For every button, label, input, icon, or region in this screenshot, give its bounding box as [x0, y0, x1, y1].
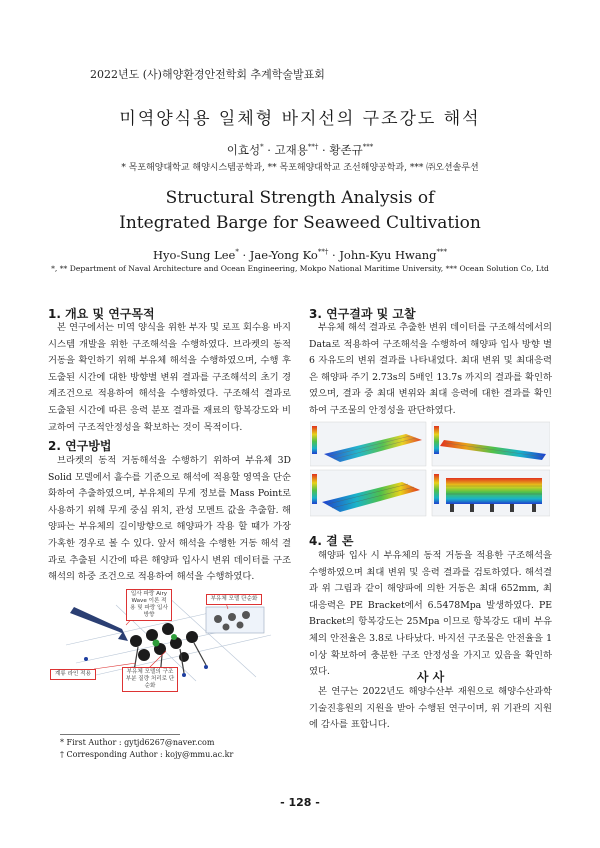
author-en-1: Hyo-Sung Lee — [153, 248, 236, 262]
footnote-first-author — [60, 738, 214, 747]
section-4-title: 4. 결 론 — [309, 534, 354, 548]
page-number: - 128 - — [280, 796, 320, 809]
author-3-mark: *** — [362, 143, 374, 152]
footnote-first-author-text: First Author : gytjd6267@naver.com — [66, 738, 215, 747]
section-4-body: 해양파 입사 시 부유체의 동적 거동을 적용한 구조해석을 수행하였으며 최대 변위 및 응력 결과를 검토하였다. 해석결과 위 그림과 같이 해양파에 의한 거동은 최대 652mm, 최대응력은 PE Bracket에서 6.5478Mpa 발생하였다. PE Bracket의 항복강도는 25Mpa 이므로 항복강도 대비 부유체의 안전율은 3.8로 나타났다. 바지선 구조물은 안전율을 1이상 확보하여 충분한 구조 안정성을 가지고 있음을 확인하였다. — [309, 550, 552, 678]
acknowledgement-title: 사 사 — [416, 670, 445, 684]
author-en-sep-2: · — [328, 248, 340, 262]
callout-model-simplification: 부유체 모델 단순화 — [206, 594, 262, 605]
structural-analysis-result-figure — [310, 420, 550, 518]
affiliations-korean: * 목포해양대학교 해양시스템공학과, ** 목포해양대학교 조선해양공학과, *** ㈜오션솔루션 — [121, 163, 479, 173]
section-1-title: 1. 개요 및 연구목적 — [48, 307, 155, 321]
section-2-title: 2. 연구방법 — [48, 439, 112, 453]
title-korean: 미역양식용 일체형 바지선의 구조강도 해석 — [119, 109, 481, 129]
section-3-body: 부유체 해석 결과로 추출한 변위 데이터를 구조해석에서의 Data로 적용하여 구조해석을 수행하여 해양파 입사 방향 별 6 자유도의 변위 결과를 나타내었다. 최대 변위 및 최대응력은 해양파 주기 2.73s의 5배인 13.7s 까지의 결과를 확인하였으며, 결과 중 최대 변위와 최대 응력에 대한 결과를 확인하여 구조물의 안정성을 판단하였다. — [309, 322, 552, 416]
author-2: 고재용 — [274, 143, 308, 157]
author-en-1-mark: * — [235, 248, 239, 257]
footnote-corresponding-author-text: Corresponding Author : kojy@mmu.ac.kr — [66, 750, 234, 759]
author-sep-1: · — [263, 143, 275, 157]
author-2-mark: **† — [307, 143, 319, 152]
title-english-line-1: Structural Strength Analysis of — [165, 188, 435, 208]
acknowledgement-body: 본 연구는 2022년도 해양수산부 재원으로 해양수산과학기술진흥원의 지원을 받아 수행된 연구이며, 위 기관의 지원에 감사를 표합니다. — [309, 686, 552, 731]
section-2-body: 브라켓의 동적 거동해석을 수행하기 위하여 부유체 3D Solid 모델에서 흘수를 기준으로 해석에 적용할 영역을 단순화하여 추출하였으며, 부유체의 무게 정보를 Mass Point로 사용하기 위해 무게 중심 위치, 관성 모멘트 값을 추출함. 해양파는 부유체의 길이방향으로 해양파가 작용 할 때가 가장 가혹한 경우로 볼 수 있다. 앞서 해석을 수행한 거동 해석 결과로 추출된 시간에 따른 해양파 입사시 변위 데이터를 구조해석의 하중 조건으로 적용하여 해석을 수행하였다. — [48, 455, 291, 583]
section-1-body: 본 연구에서는 미역 양식을 위한 부자 및 로프 회수용 바지시스템 개발을 위한 구조해석을 수행하였다. 브라켓의 동적 거동을 확인하기 위해 부유체 해석을 수행하였으며, 수행 후 도출된 시간에 대한 방향별 변위 결과를 구조해석의 초기 경계조건으로 적용하여 해석을 수행하였다. 구조해석 결과로 도출된 시간에 따른 응력 분포 결과를 재료의 항복강도와 비교하여 구조적안정성을 확보하는 것이 목적이다. — [48, 322, 291, 433]
author-sep-2: · — [318, 143, 330, 157]
footnote-corresponding-author — [60, 750, 233, 759]
callout-wave-incidence: 입사 파랑 Airy Wave 이론 적용 및 파랑 입사 방향 — [126, 589, 172, 621]
footnote-divider — [60, 734, 180, 735]
callout-mass-simplification: 부유체 모델의 구조부분 질량 처리로 단순화 — [122, 667, 178, 692]
title-english — [0, 186, 600, 236]
footnote-corresponding-author-mark: † — [60, 750, 64, 759]
author-en-3-mark: *** — [436, 248, 447, 257]
callout-mooring-line: 계류 라인 적용 — [50, 669, 96, 680]
floating-model-figure — [55, 585, 281, 689]
authors-korean — [0, 142, 600, 158]
author-3: 황존규 — [329, 143, 363, 157]
author-1: 이효성 — [226, 143, 261, 157]
author-en-3: John-Kyu Hwang — [339, 248, 437, 262]
section-3-title: 3. 연구결과 및 고찰 — [309, 307, 416, 321]
fea-contour-panels — [310, 420, 550, 518]
authors-english — [0, 248, 600, 262]
conference-header: 2022년도 (사)해양환경안전학회 추계학술발표회 — [90, 68, 325, 81]
title-english-line-2: Integrated Barge for Seaweed Cultivation — [119, 213, 481, 233]
affiliations-english: *, ** Department of Naval Architecture and Ocean Engineering, Mokpo National Maritime University, *** Ocean Solution Co, Ltd — [51, 264, 549, 273]
author-en-2: Jae-Yong Ko — [249, 248, 318, 262]
author-en-sep-1: · — [238, 248, 250, 262]
footnote-first-author-mark: * — [60, 738, 64, 747]
author-1-mark: * — [260, 143, 264, 152]
author-en-2-mark: **† — [317, 248, 329, 257]
